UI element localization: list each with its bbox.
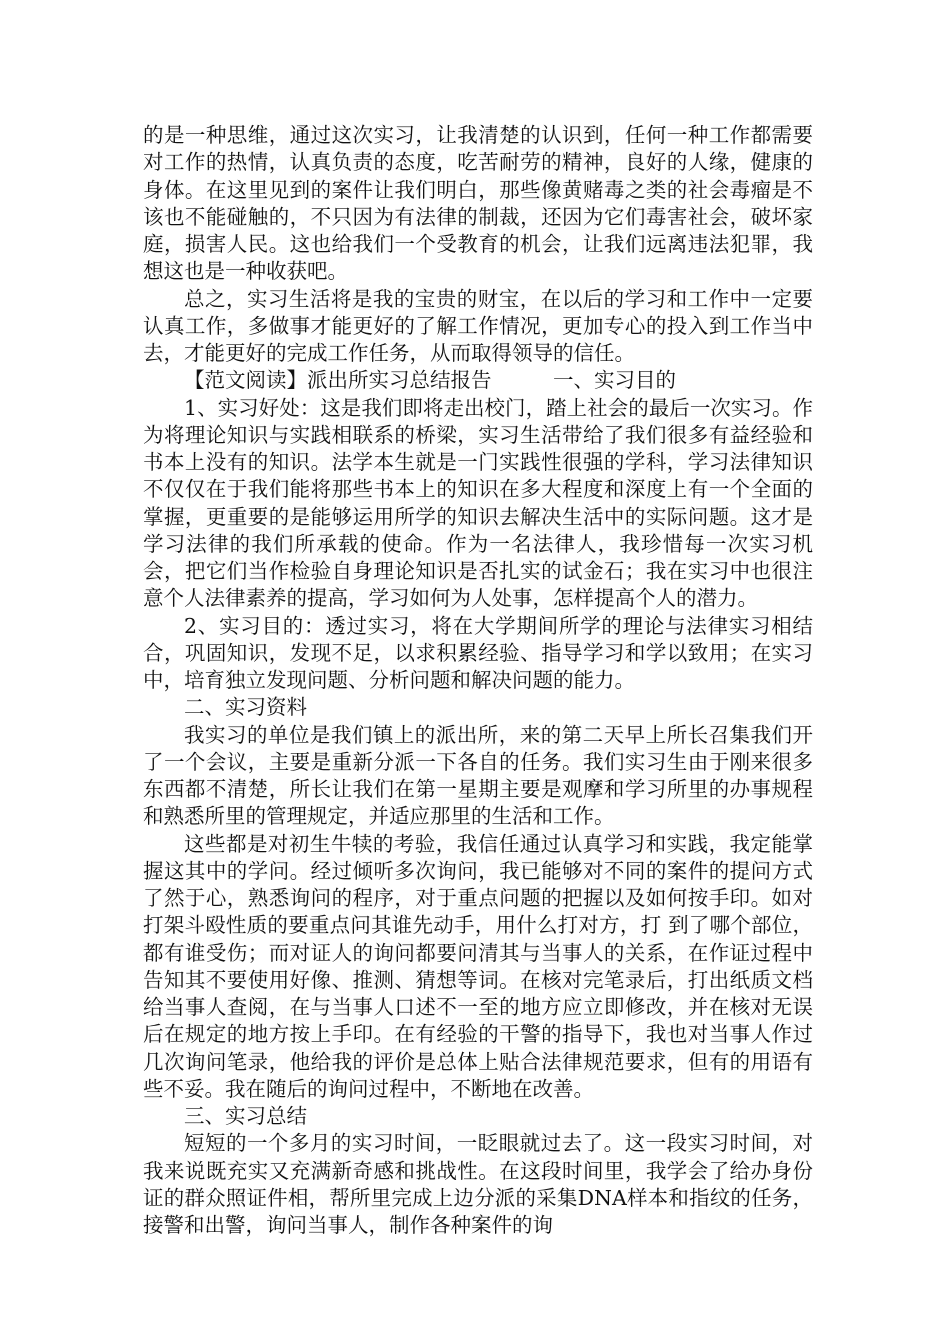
paragraph-summary: 短短的一个多月的实习时间，一眨眼就过去了。这一段实习时间，对我来说既充实又充满新奇感和挑战性。在这段时间里，我学会了给办身份证的群众照证件相，帮所里完成上边分派的采集DNA样本和指纹的任务，接警和出警，询问当事人，制作各种案件的询 xyxy=(143,1131,813,1237)
paragraph-benefits: 1、实习好处：这是我们即将走出校门，踏上社会的最后一次实习。作为将理论知识与实践相联系的桥梁，实习生活带给了我们很多有益经验和书本上没有的知识。法学本生就是一门实践性很强的学科，学习法律知识不仅仅在于我们能将那些书本上的知识在多大程度和深度上有一个全面的掌握，更重要的是能够运用所学的知识去解决生活中的实际问题。这才是学习法律的我们所承载的使命。作为一名法律人，我珍惜每一次实习机会，把它们当作检验自身理论知识是否扎实的试金石；我在实习中也很注意个人法律素养的提高，学习如何为人处事，怎样提高个人的潜力。 xyxy=(143,395,813,611)
paragraph-1: 的是一种思维，通过这次实习，让我清楚的认识到，任何一种工作都需要对工作的热情，认真负责的态度，吃苦耐劳的精神，良好的人缘，健康的身体。在这里见到的案件让我们明白，那些像黄赌毒之类的社会毒瘤是不该也不能碰触的，不只因为有法律的制裁，还因为它们毒害社会，破坏家庭，损害人民。这也给我们一个受教育的机会，让我们远离违法犯罪，我想这也是一种收获吧。 xyxy=(143,123,813,284)
paragraph-learning: 这些都是对初生牛犊的考验，我信任通过认真学习和实践，我定能掌握这其中的学问。经过倾听多次询问，我已能够对不同的案件的提问方式了然于心，熟悉询问的程序，对于重点问题的把握以及如何按手印。如对打架斗殴性质的要重点问其谁先动手，用什么打对方，打 到了哪个部位，都有谁受伤；而对证人的询问都要问清其与当事人的关系，在作证过程中告知其不要使用好像、推测、猜想等词。在核对完笔录后，打出纸质文档给当事人查阅，在与当事人口述不一至的地方应立即修改，并在核对无误后在规定的地方按上手印。在有经验的干警的指导下，我也对当事人作过几次询问笔录，他给我的评价是总体上贴合法律规范要求，但有的用语有些不妥。我在随后的询问过程中，不断地在改善。 xyxy=(143,831,813,1101)
section-heading-purpose: 一、实习目的 xyxy=(553,368,676,393)
paragraph-purpose: 2、实习目的：透过实习，将在大学期间所学的理论与法律实习相结合，巩固知识，发现不足，以求积累经验、指导学习和学以致用；在实习中，培育独立发现问题、分析问题和解决问题的能力。 xyxy=(143,613,813,692)
article-title: 【范文阅读】派出所实习总结报告 xyxy=(184,368,492,393)
section-heading-summary: 三、实习总结 xyxy=(184,1104,307,1128)
section-heading-materials: 二、实习资料 xyxy=(184,695,307,720)
article-heading xyxy=(143,367,813,394)
paragraph-unit: 我实习的单位是我们镇上的派出所，来的第二天早上所长召集我们开了一个会议，主要是重新分派一下各自的任务。我们实习生由于刚来很多东西都不清楚，所长让我们在第一星期主要是观摩和学习所里的办事规程和熟悉所里的管理规定，并适应那里的生活和工作。 xyxy=(143,722,813,829)
paragraph-2: 总之，实习生活将是我的宝贵的财宝，在以后的学习和工作中一定要认真工作，多做事才能更好的了解工作情况，更加专心的投入到工作当中去，才能更好的完成工作任务，从而取得领导的信任。 xyxy=(143,286,813,365)
document-body xyxy=(143,122,813,1239)
